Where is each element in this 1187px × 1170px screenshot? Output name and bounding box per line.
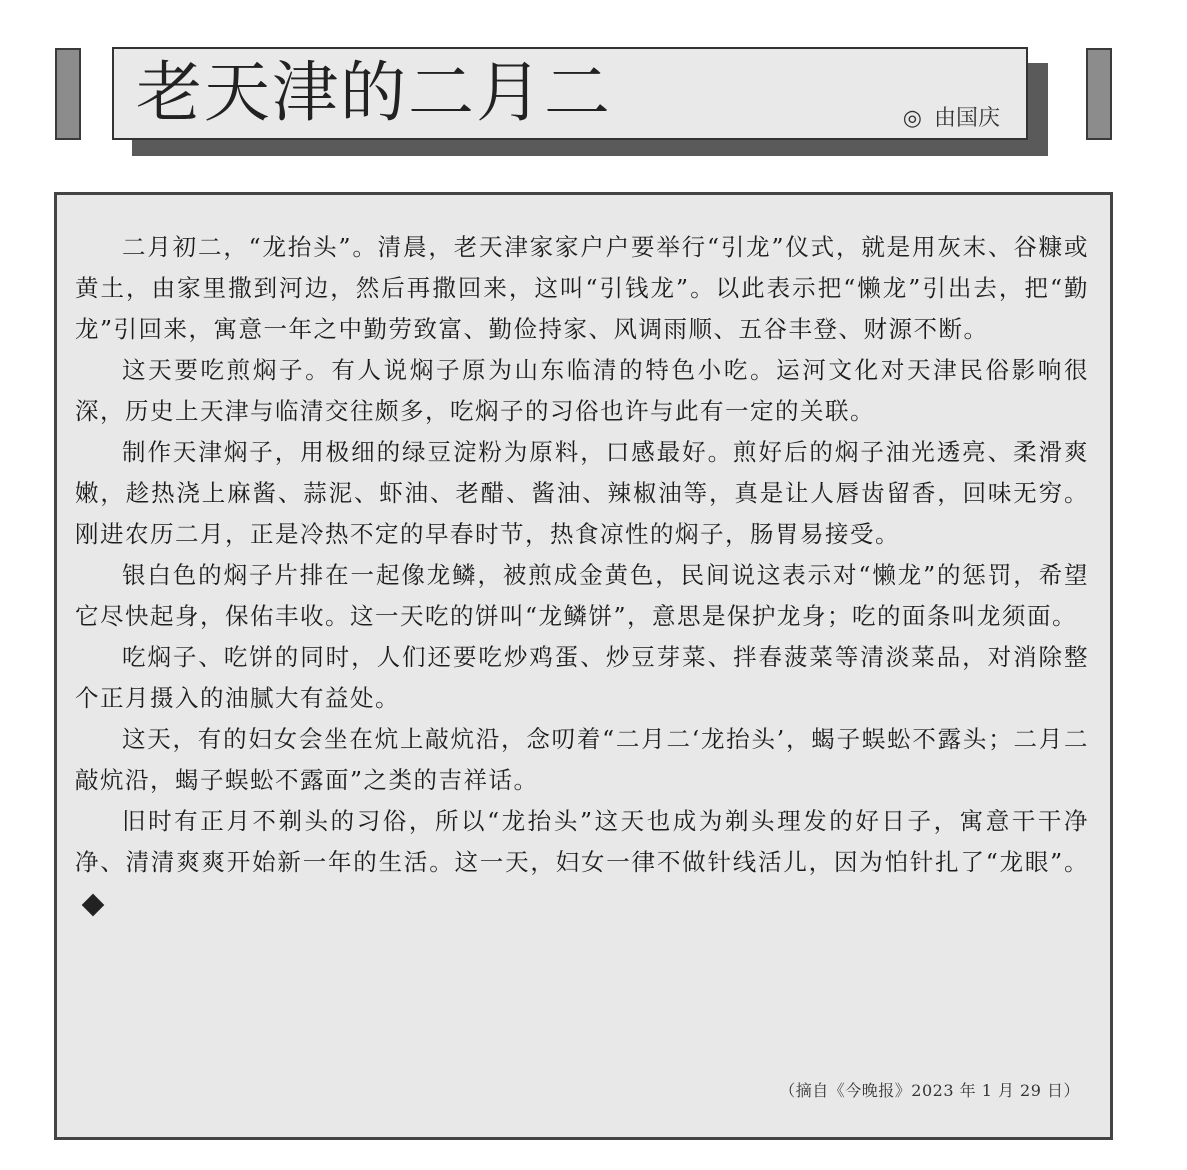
paragraph-3: 制作天津焖子，用极细的绿豆淀粉为原料，口感最好。煎好后的焖子油光透亮、柔滑爽嫩，趁热浇上麻酱、蒜泥、虾油、老醋、酱油、辣椒油等，真是让人唇齿留香，回味无穷。刚进农历二月，正是冷热不定的早春时节，热食凉性的焖子，肠胃易接受。: [75, 438, 1089, 548]
paragraph-1: 二月初二，“龙抬头”。清晨，老天津家家户户要举行“引龙”仪式，就是用灰末、谷糠或黄土，由家里撒到河边，然后再撒回来，这叫“引钱龙”。以此表示把“懒龙”引出去，把“勤龙”引回来，寓意一年之中勤劳致富、勤俭持家、风调雨顺、五谷丰登、财源不断。: [75, 233, 1089, 343]
paragraph-2: 这天要吃煎焖子。有人说焖子原为山东临清的特色小吃。运河文化对天津民俗影响很深，历史上天津与临清交往颇多，吃焖子的习俗也许与此有一定的关联。: [75, 356, 1089, 425]
left-decorative-bar: [55, 48, 81, 140]
article-title: 老天津的二月二: [136, 54, 612, 131]
author-name: 由国庆: [933, 106, 1000, 131]
right-decorative-bar: [1086, 48, 1112, 140]
byline-mark: ◎: [902, 106, 922, 131]
paragraph-7-text: 旧时有正月不剃头的习俗，所以“龙抬头”这天也成为剃头理发的好日子，寓意干干净净、清清爽爽开始新一年的生活。这一天，妇女一律不做针线活儿，因为怕针扎了“龙眼”。: [75, 807, 1089, 876]
source-citation: （摘自《今晚报》2023 年 1 月 29 日）: [779, 1081, 1080, 1100]
paragraph-5: 吃焖子、吃饼的同时，人们还要吃炒鸡蛋、炒豆芽菜、拌春菠菜等清淡菜品，对消除整个正月摄入的油腻大有益处。: [75, 643, 1089, 712]
paragraph-6: 这天，有的妇女会坐在炕上敲炕沿，念叨着“二月二‘龙抬头’，蝎子蜈蚣不露头；二月二敲炕沿，蝎子蜈蚣不露面”之类的吉祥话。: [75, 725, 1089, 794]
paragraph-7: [75, 801, 1089, 924]
end-mark-icon: [82, 893, 105, 916]
title-box: [112, 47, 1028, 140]
byline: [903, 101, 1000, 132]
paragraph-4: 银白色的焖子片排在一起像龙鳞，被煎成金黄色，民间说这表示对“懒龙”的惩罚，希望它尽快起身，保佑丰收。这一天吃的饼叫“龙鳞饼”，意思是保护龙身；吃的面条叫龙须面。: [75, 561, 1089, 630]
article-box: [54, 192, 1113, 1140]
article-body: [75, 227, 1089, 924]
